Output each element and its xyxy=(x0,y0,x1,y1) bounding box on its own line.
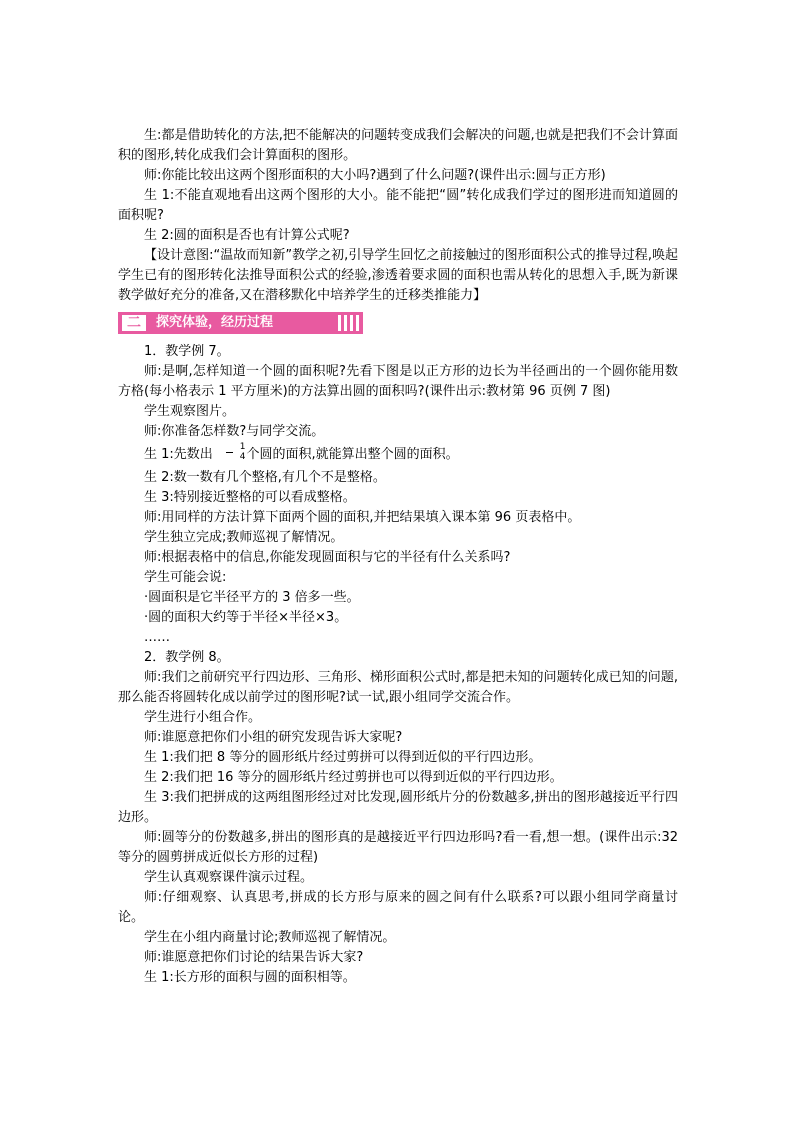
paragraph: 师:是啊,怎样知道一个圆的面积呢?先看下图是以正方形的边长为半径画出的一个圆你能用数方格(每小格表示 1 平方厘米)的方法算出圆的面积吗?(课件出示:教材第 96 页例 7 图) xyxy=(118,364,678,399)
fraction-text-before: 生 1:先数出 xyxy=(144,447,213,462)
paragraph: 生 1:长方形的面积与圆的面积相等。 xyxy=(144,970,356,985)
paragraph: 师:仔细观察、认真思考,拼成的长方形与原来的圆之间有什么联系?可以跟小组同学商量讨论。 xyxy=(118,890,678,925)
paragraph: 学生在小组内商量讨论;教师巡视了解情况。 xyxy=(144,930,396,945)
stripe xyxy=(356,315,359,331)
paragraph: 生 3:我们把拼成的这两组图形经过对比发现,圆形纸片分的份数越多,拼出的图形越接近平行四边形。 xyxy=(118,790,678,825)
paragraph: 2．教学例 8。 xyxy=(144,650,230,665)
paragraph: 师:我们之前研究平行四边形、三角形、梯形面积公式时,都是把未知的问题转化成已知的问题,那么能否将圆转化成以前学过的图形呢?试一试,跟小组同学交流合作。 xyxy=(118,670,678,705)
list-item: ·圆的面积大约等于半径×半径×3。 xyxy=(144,610,348,625)
fraction-paragraph xyxy=(118,442,678,468)
paragraph: 师:用同样的方法计算下面两个圆的面积,并把结果填入课本第 96 页表格中。 xyxy=(144,510,581,525)
fraction-text-after: 个圆的面积,就能算出整个圆的面积。 xyxy=(246,447,459,462)
paragraph: 学生进行小组合作。 xyxy=(144,710,262,725)
paragraph: 学生独立完成;教师巡视了解情况。 xyxy=(144,530,344,545)
section-number: 二 xyxy=(127,315,141,331)
document-body xyxy=(118,126,678,988)
paragraph: 师:谁愿意把你们小组的研究发现告诉大家呢? xyxy=(144,730,403,745)
stripe xyxy=(338,315,341,331)
fraction-numerator: 1 xyxy=(239,442,246,452)
fraction xyxy=(214,443,246,462)
paragraph: 师:你准备怎样数?与同学交流。 xyxy=(144,424,325,439)
section-heading xyxy=(118,312,363,334)
paragraph: 师:你能比较出这两个图形面积的大小吗?遇到了什么问题?(课件出示:圆与正方形) xyxy=(144,168,606,183)
stripe xyxy=(350,315,353,331)
ellipsis: …… xyxy=(144,630,170,645)
paragraph: 师:谁愿意把你们讨论的结果告诉大家? xyxy=(144,950,364,965)
paragraph: 生 2:圆的面积是否也有计算公式呢? xyxy=(144,228,350,243)
paragraph: 生 1:不能直观地看出这两个图形的大小。能不能把“圆”转化成我们学过的图形进而知道圆的面积呢? xyxy=(118,188,678,223)
section-title: 探究体验，经历过程 xyxy=(156,315,274,330)
paragraph: 生 2:数一数有几个整格,有几个不是整格。 xyxy=(144,470,386,485)
design-intent-paragraph: 【设计意图:“温故而知新”教学之初,引导学生回忆之前接触过的图形面积公式的推导过程,唤起学生已有的图形转化法推导面积公式的经验,渗透着要求圆的面积也需从转化的思想入手,既为新课教学做好充分的准备,又在潜移默化中培养学生的迁移类推能力】 xyxy=(118,248,678,303)
stripe xyxy=(344,315,347,331)
paragraph: 1．教学例 7。 xyxy=(144,344,230,359)
paragraph: 学生认真观察课件演示过程。 xyxy=(144,870,314,885)
paragraph: 师:根据表格中的信息,你能发现圆面积与它的半径有什么关系吗? xyxy=(144,550,511,565)
paragraph: 生 3:特别接近整格的可以看成整格。 xyxy=(144,490,356,505)
paragraph: 生:都是借助转化的方法,把不能解决的问题转变成我们会解决的问题,也就是把我们不会计算面积的图形,转化成我们会计算面积的图形。 xyxy=(118,128,678,163)
paragraph: 师:圆等分的份数越多,拼出的图形真的是越接近平行四边形吗?看一看,想一想。(课件出示:32 等分的圆剪拼成近似长方形的过程) xyxy=(118,830,678,865)
paragraph: 学生可能会说: xyxy=(144,570,227,585)
paragraph: 生 1:我们把 8 等分的圆形纸片经过剪拼可以得到近似的平行四边形。 xyxy=(144,750,542,765)
list-item: ·圆面积是它半径平方的 3 倍多一些。 xyxy=(144,590,360,605)
fraction-denominator: 4 xyxy=(239,452,246,462)
section-decor-stripes xyxy=(338,315,359,331)
paragraph: 生 2:我们把 16 等分的圆形纸片经过剪拼也可以得到近似的平行四边形。 xyxy=(144,770,563,785)
paragraph: 学生观察图片。 xyxy=(144,404,236,419)
